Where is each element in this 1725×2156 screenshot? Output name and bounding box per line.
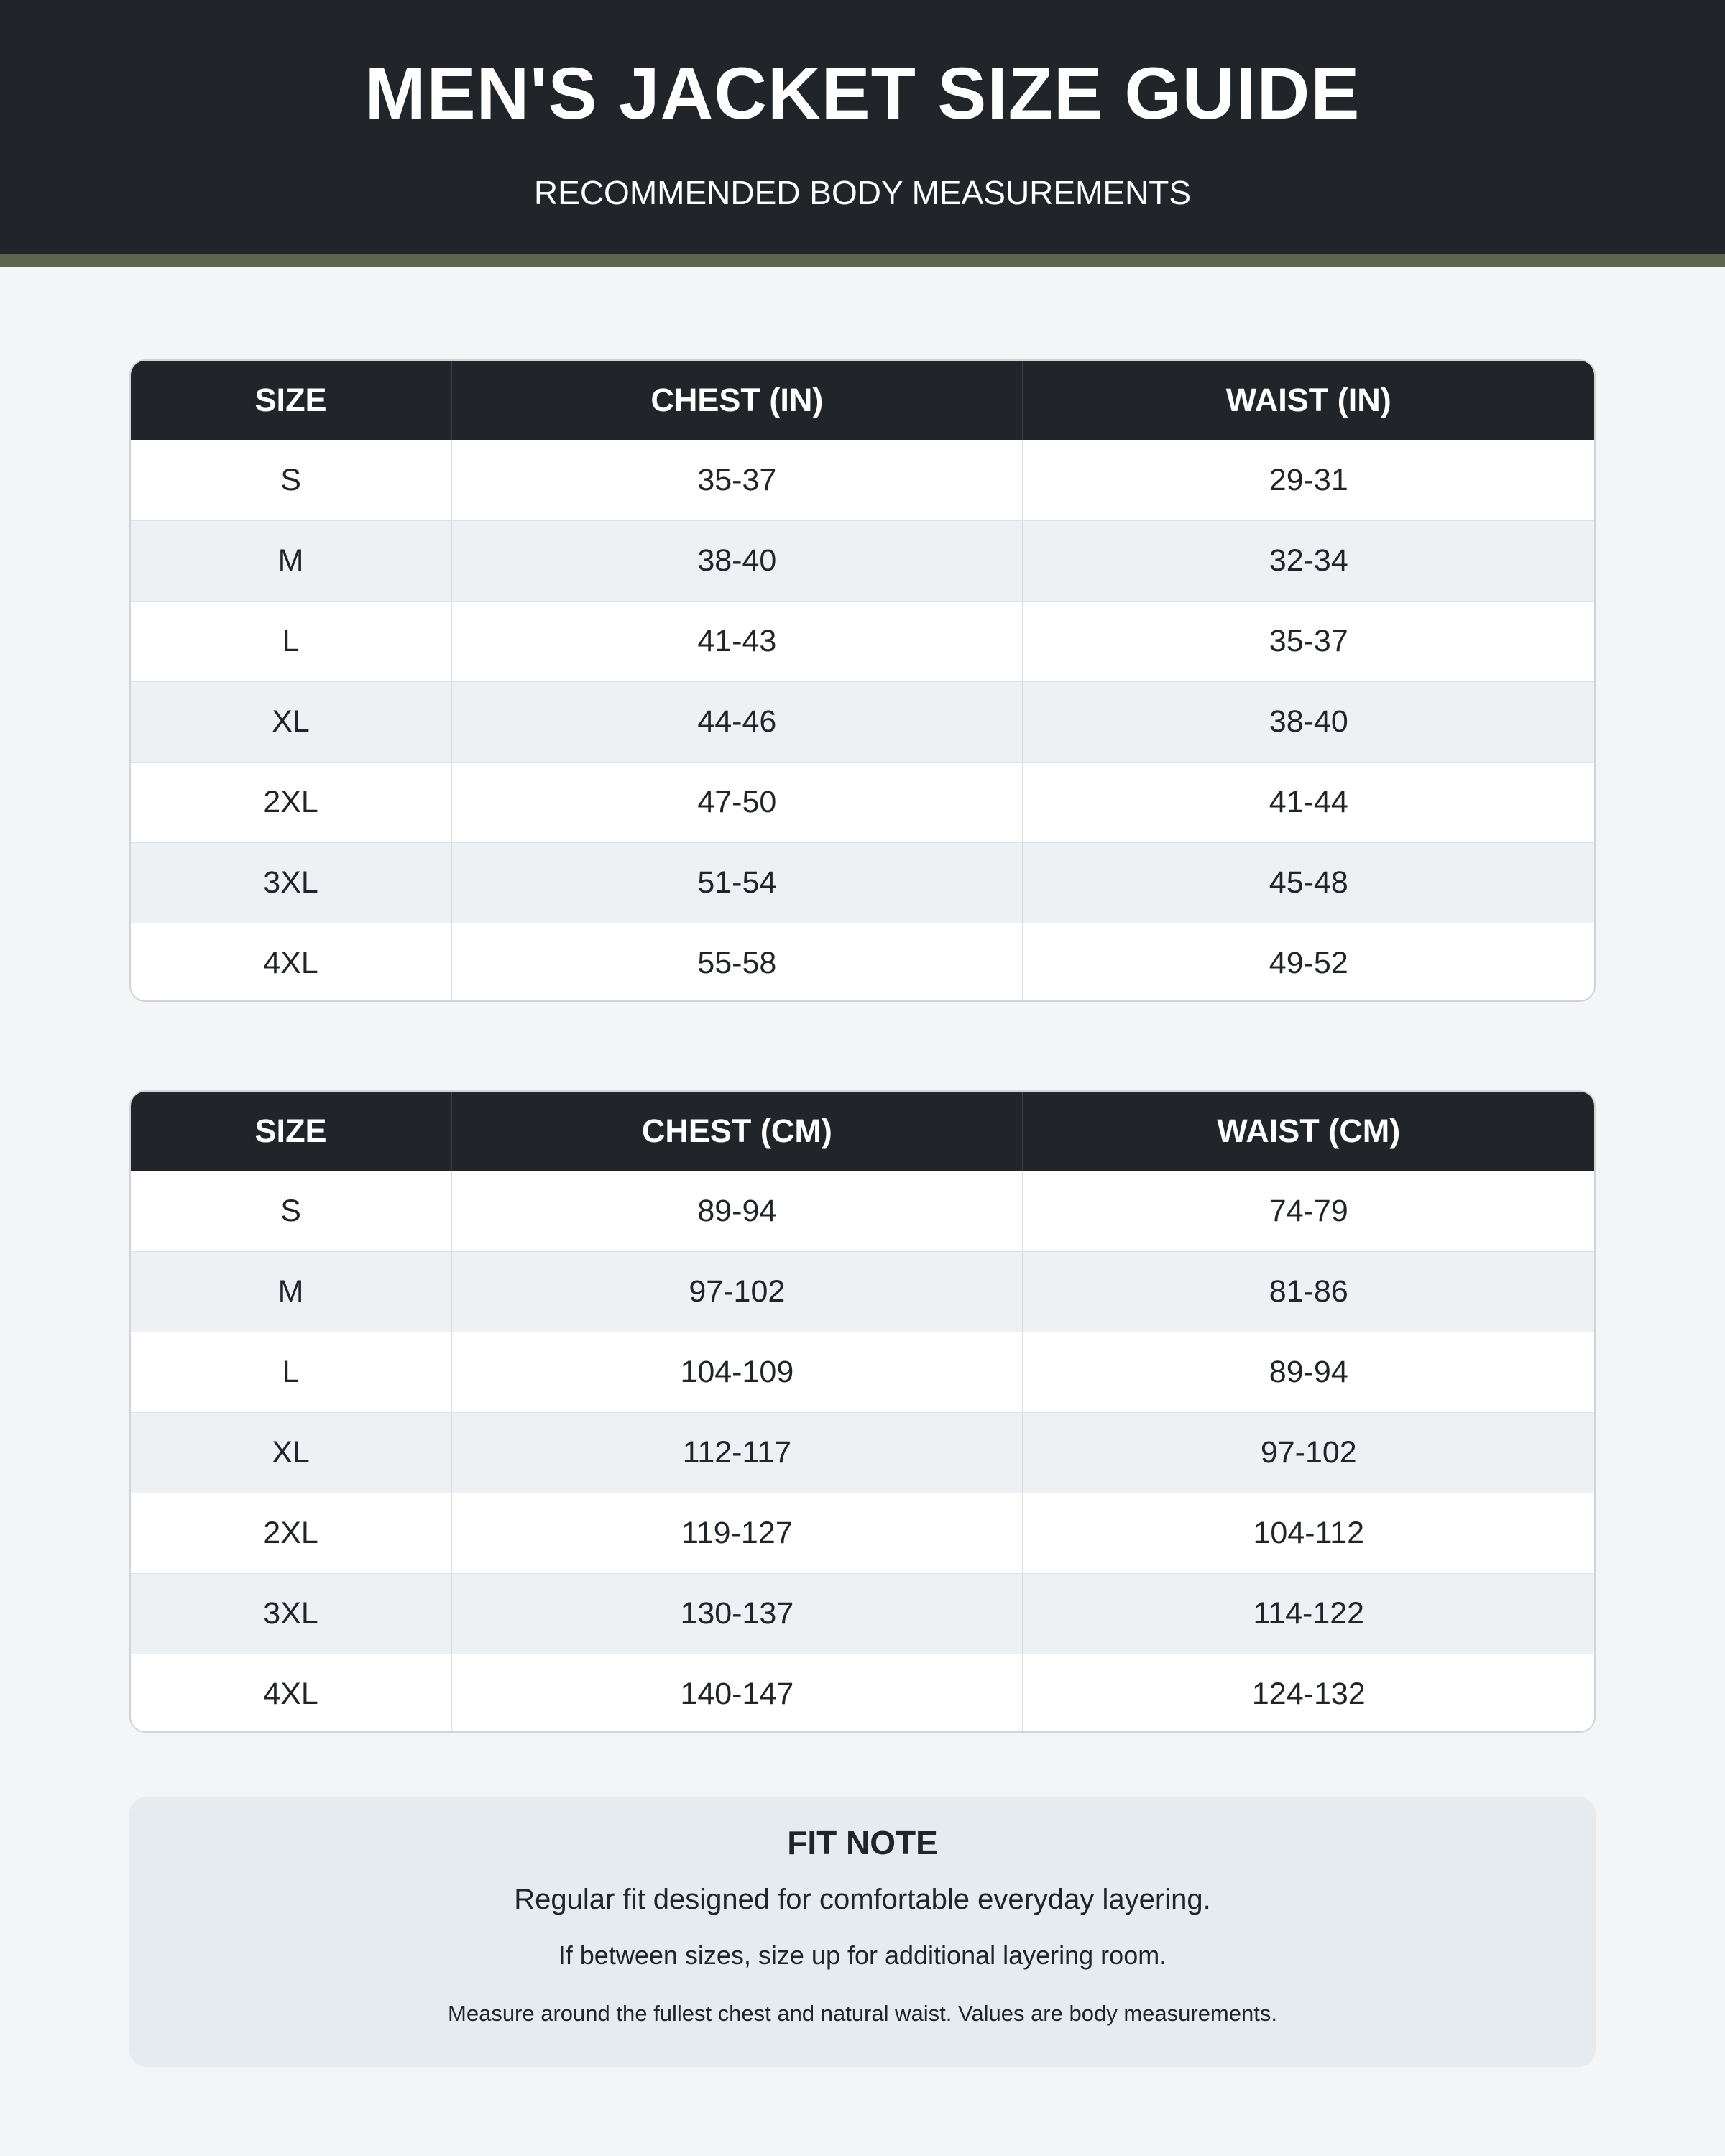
size-cell: S — [131, 440, 452, 520]
table-row — [131, 1171, 1594, 1251]
chest-cell: 119-127 — [452, 1493, 1023, 1573]
size-cell: 4XL — [131, 1654, 452, 1733]
column-header-size: SIZE — [131, 361, 452, 440]
chest-cell: 97-102 — [452, 1252, 1023, 1332]
chest-cell: 41-43 — [452, 602, 1023, 681]
table-row — [131, 601, 1594, 681]
chest-cell: 140-147 — [452, 1654, 1023, 1733]
chest-cell: 47-50 — [452, 763, 1023, 842]
chest-cell: 35-37 — [452, 440, 1023, 520]
size-cell: 2XL — [131, 763, 452, 842]
table-row — [131, 681, 1594, 762]
fit-note-box — [129, 1797, 1596, 2067]
waist-cell: 49-52 — [1269, 946, 1348, 980]
table-row — [131, 1573, 1594, 1654]
table-row — [131, 1332, 1594, 1412]
waist-cell: 45-48 — [1269, 865, 1348, 900]
size-table-inches — [129, 359, 1596, 1002]
size-cell: XL — [131, 682, 452, 762]
table-row — [131, 842, 1594, 923]
waist-cell: 38-40 — [1269, 704, 1348, 739]
page-subtitle: RECOMMENDED BODY MEASUREMENTS — [533, 174, 1192, 211]
table-header-row — [131, 361, 1594, 440]
waist-cell: 81-86 — [1269, 1274, 1348, 1309]
size-cell: XL — [131, 1413, 452, 1493]
table-header-row — [131, 1092, 1594, 1171]
table-row — [131, 1493, 1594, 1573]
column-header-waist: WAIST (IN) — [1225, 382, 1392, 418]
table-row — [131, 923, 1594, 1002]
fit-note-measure-hint: Measure around the fullest chest and natural waist. Values are body measurements. — [448, 2001, 1277, 2026]
waist-cell: 104-112 — [1253, 1516, 1365, 1550]
table-row — [131, 1654, 1594, 1733]
waist-cell: 124-132 — [1251, 1677, 1366, 1711]
column-header-chest: CHEST (CM) — [452, 1092, 1023, 1171]
chest-cell: 51-54 — [452, 843, 1023, 923]
fit-note-advice: If between sizes, size up for additional layering room. — [558, 1940, 1167, 1970]
waist-cell: 29-31 — [1269, 462, 1348, 497]
chest-cell: 112-117 — [452, 1413, 1023, 1493]
size-cell: 4XL — [131, 923, 452, 1002]
table-body — [131, 440, 1594, 1002]
table-row — [131, 762, 1594, 842]
waist-cell: 35-37 — [1269, 624, 1348, 658]
table-row — [131, 1412, 1594, 1493]
table-row — [131, 440, 1594, 520]
chest-cell: 130-137 — [452, 1574, 1023, 1654]
waist-cell: 32-34 — [1269, 543, 1348, 578]
page-header — [0, 0, 1725, 254]
chest-cell: 89-94 — [452, 1171, 1023, 1251]
fit-note-title: FIT NOTE — [787, 1824, 938, 1861]
chest-cell: 38-40 — [452, 521, 1023, 601]
waist-cell: 114-122 — [1253, 1596, 1365, 1631]
size-table-centimeters — [129, 1090, 1596, 1733]
size-cell: L — [131, 602, 452, 681]
size-cell: L — [131, 1332, 452, 1412]
size-cell: S — [131, 1171, 452, 1251]
chest-cell: 44-46 — [452, 682, 1023, 762]
waist-cell: 89-94 — [1269, 1355, 1348, 1389]
column-header-size: SIZE — [131, 1092, 452, 1171]
chest-cell: 55-58 — [452, 923, 1023, 1002]
column-header-chest: CHEST (IN) — [452, 361, 1023, 440]
table-body — [131, 1171, 1594, 1733]
header-accent-bar — [0, 254, 1725, 267]
waist-cell: 74-79 — [1269, 1193, 1348, 1228]
chest-cell: 104-109 — [452, 1332, 1023, 1412]
fit-note-text: Regular fit designed for comfortable everyday layering. — [514, 1884, 1211, 1915]
table-row — [131, 1251, 1594, 1332]
waist-cell: 41-44 — [1269, 785, 1348, 819]
size-cell: 3XL — [131, 843, 452, 923]
page-title: MEN'S JACKET SIZE GUIDE — [364, 52, 1361, 134]
column-header-waist: WAIST (CM) — [1217, 1112, 1401, 1149]
size-cell: M — [131, 1252, 452, 1332]
waist-cell: 97-102 — [1260, 1435, 1357, 1470]
size-cell: M — [131, 521, 452, 601]
size-cell: 3XL — [131, 1574, 452, 1654]
table-row — [131, 520, 1594, 601]
size-cell: 2XL — [131, 1493, 452, 1573]
